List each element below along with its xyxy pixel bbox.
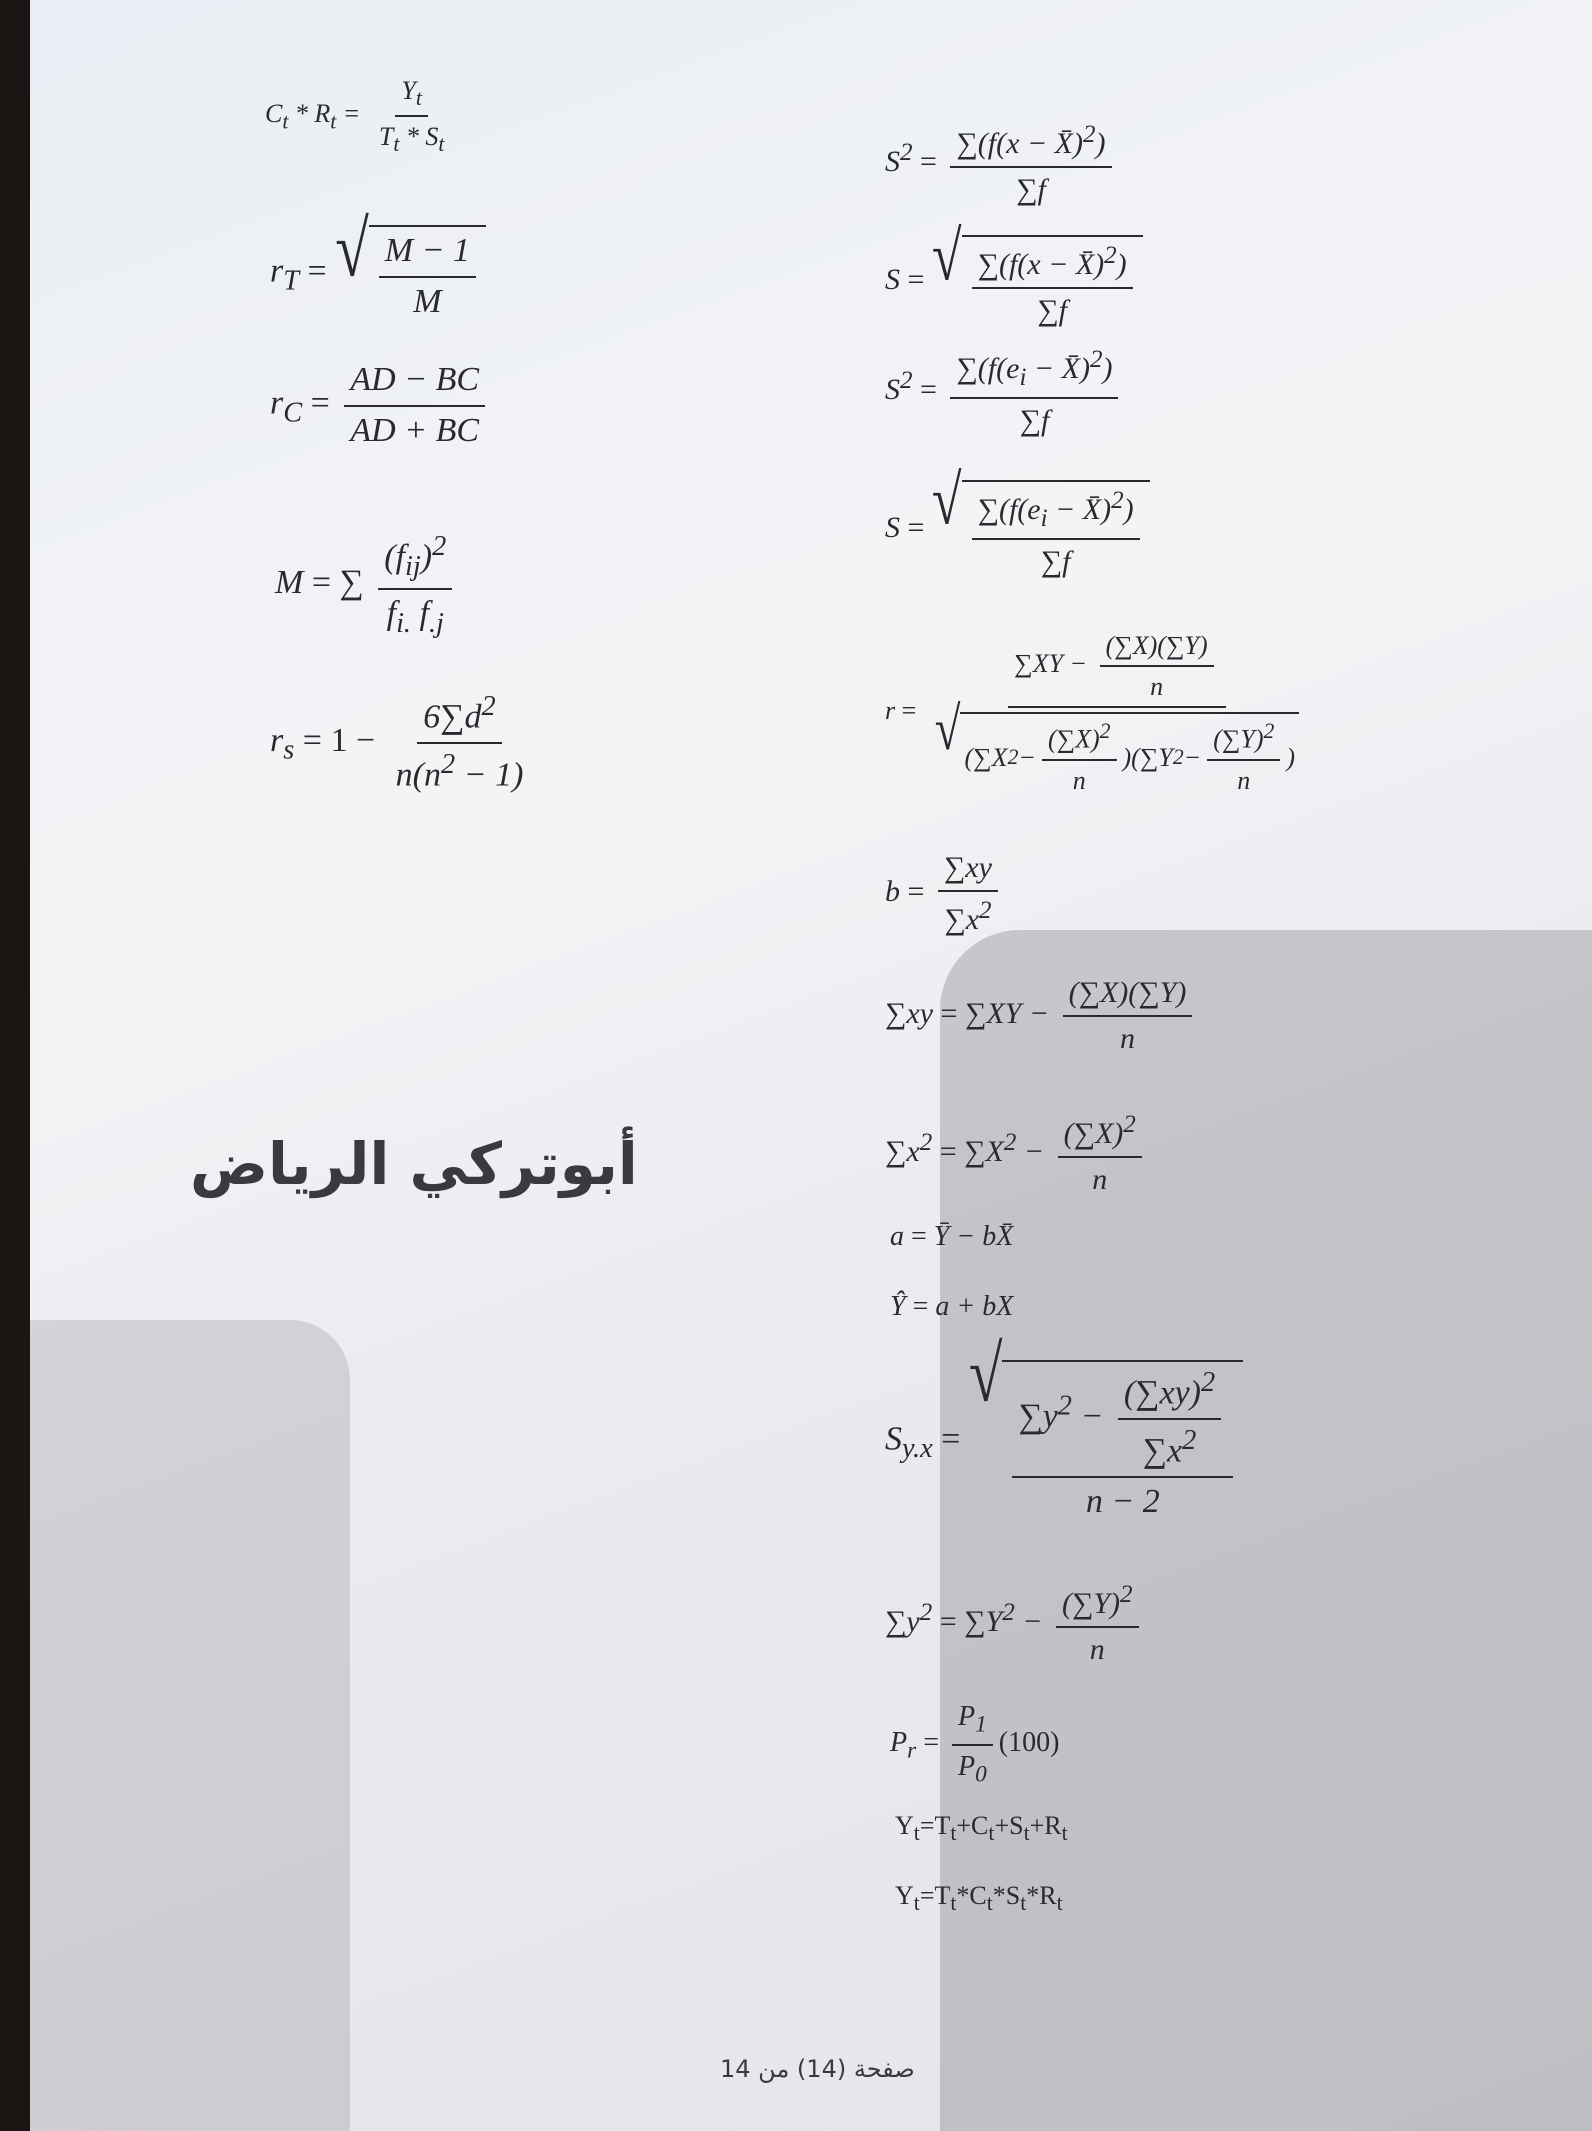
formula-rc: $r_C$ = $\frac{AD - BC}{AD + BC}$ xyxy=(270,360,491,452)
formula-additive: $Y_t=T_t+C_t+S_t+R_t$ xyxy=(895,1811,1068,1846)
paper-page xyxy=(30,0,1592,2131)
formula-s2b: $S^2$ = $\frac{\sum(f(e_i - X̄)^2)}{\sum f}$ xyxy=(885,345,1124,439)
formula-b: b = $\frac{\sum xy}{\sum x^2}$ xyxy=(885,850,1004,938)
formula-syx: $S_{y.x}$ = √ $\sum y^2$ − $\frac{(\sum xy)^2}{\sum x^2}$ n − 2 xyxy=(885,1360,1243,1523)
hand-shadow-lower xyxy=(30,1320,350,2131)
formula-m: M = ∑ $\frac{(f_{ij})^2}{f_{i.} f_{.j}}$ xyxy=(275,530,458,641)
formula-yhat: Ŷ = a + bX xyxy=(890,1291,1014,1322)
watermark-text: أبوتركي الرياض xyxy=(190,1130,638,1198)
formula-cr: $C_t * R_t$ = $\frac{Y_t}{T_t * S_t}$ xyxy=(265,76,445,157)
formula-pr: $P_r$ = $\frac{P_1}{P_0}$ (100) xyxy=(890,1701,1060,1788)
formula-s2a: $S^2$ = $\frac{\sum(f(x - X̄)^2)}{\sum f}$ xyxy=(885,120,1118,208)
formula-sx2: $\sum x^2 = \sum X^2$ − $\frac{(\sum X)^2}{n}$ xyxy=(885,1110,1148,1198)
formula-sxy: ∑xy = ∑XY − $\frac{(\sum X)(\sum Y)}{n}$ xyxy=(885,975,1198,1057)
formula-multiplicative: $Y_t=T_t*C_t*S_t*R_t$ xyxy=(895,1881,1063,1916)
formula-sy2: $\sum y^2 = \sum Y^2$ − $\frac{(\sum Y)^2}{n}$ xyxy=(885,1580,1145,1668)
formula-sb: S = √ $\frac{\sum(f(e_i - X̄)^2)}{\sum f}$ xyxy=(885,480,1150,580)
page-footer: صفحة (14) من 14 xyxy=(720,2055,915,2083)
formula-a: a = Ȳ − bX̄ xyxy=(890,1221,1014,1252)
formula-rs: $r_s = 1$ − $\frac{6\sum d^2}{n(n^2 - 1)}$ xyxy=(270,691,524,794)
formula-r: r = ∑XY − $\frac{(\sum X)(\sum Y)}{n}$ √ (∑X 2 − $\frac{(\sum X)^2}{n}$ )(∑Y 2 − $\frac{(\sum Y)^2}{n}$ ) xyxy=(885,630,1311,796)
formula-rt: $r_T$ = √ $\frac{M - 1}{M}$ xyxy=(270,225,486,323)
formula-sa: S = √ $\frac{\sum(f(x - X̄)^2)}{\sum f}$ xyxy=(885,235,1143,329)
